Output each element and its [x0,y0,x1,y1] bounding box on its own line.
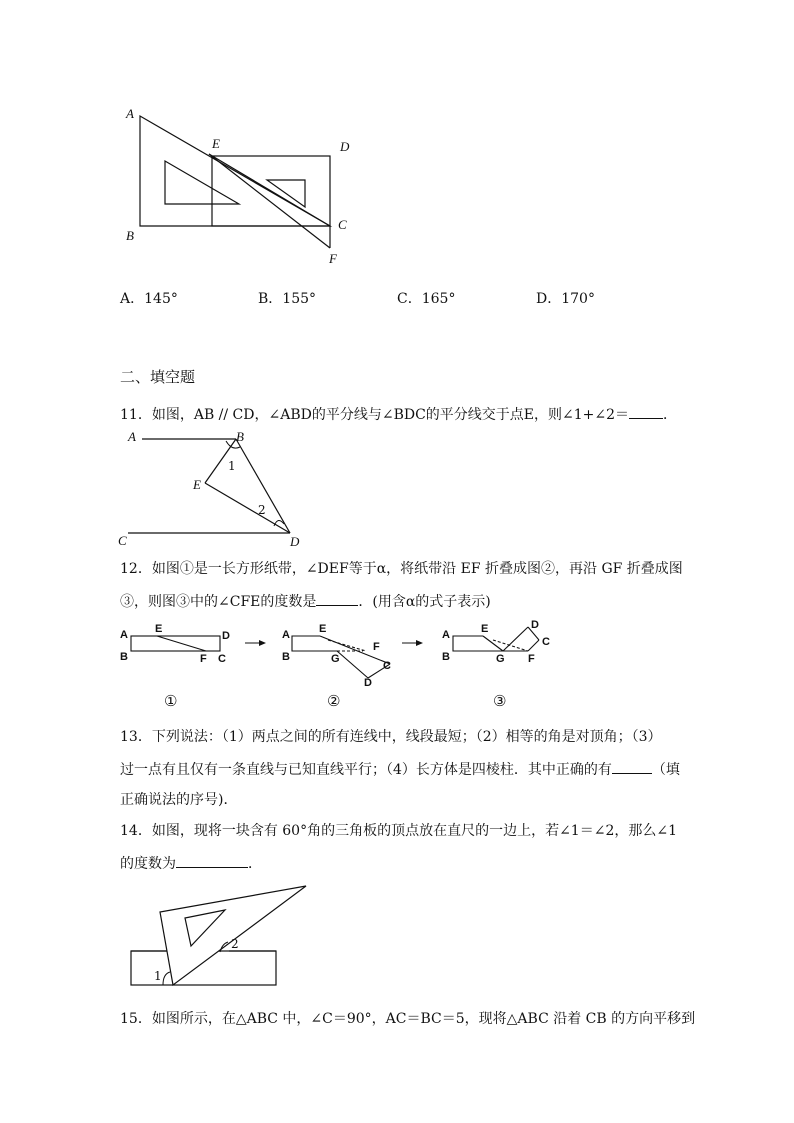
q12-line2-text: ③，则图③中的∠CFE的度数是 [120,594,317,610]
fig12-3-label-D: D [531,619,539,631]
fig12-2-label-D: D [364,677,372,689]
q12-line1: 12．如图①是一长方形纸带，∠DEF等于α，将纸带沿 EF 折叠成图②，再沿 GF 折叠成图 [120,561,683,577]
fig11-angle-2: 2 [258,503,266,517]
fig11-label-B: B [236,429,244,444]
fig12-caption-1: ① [164,692,178,710]
fig12-2-label-C: C [383,660,391,672]
q13-line2-tail: （填 [651,762,680,778]
fig12-1-label-D: D [222,630,230,642]
fig10-label-D: D [340,139,350,154]
fig12-3-label-G: G [496,653,505,665]
q10-option-c-text: 165° [421,291,456,307]
fig14-angle-1: 1 [154,969,162,983]
q12-line2-tail: ．(用含α的式子表示) [358,594,491,610]
q10-option-d-text: 170° [561,291,595,307]
q14-line2-text: 的度数为 [120,856,176,872]
fig10-label-E: E [212,136,220,151]
fig12-caption-3: ③ [493,692,507,710]
q13-line2-text: 过一点有且仅有一条直线与已知直线平行；（4）长方体是四棱柱．其中正确的有 [120,762,612,778]
fig12-2-label-F: F [373,641,380,653]
fig11-angle-1: 1 [228,459,236,473]
q11-number: 11． [120,407,152,423]
fig12-3-label-B: B [442,651,450,663]
fig10-label-A: A [126,106,134,121]
fig12-2-label-A: A [282,629,290,641]
fig12-3-label-C: C [542,636,550,648]
q14-line2-tail: ． [248,856,262,872]
fig12-3-label-F: F [528,653,535,665]
fig12-2-label-B: B [282,651,290,663]
fig12-1-label-A: A [120,629,128,641]
fig14-angle-2: 2 [231,937,239,951]
q15-line1: 15．如图所示，在△ABC 中，∠C＝90°，AC＝BC＝5，现将△ABC 沿着 CB 的方向平移到 [120,1011,696,1027]
fig10-label-F: F [329,251,337,266]
q10-option-a-letter: A． [120,291,145,307]
fig11-label-C: C [118,533,127,548]
q10-option-d-letter: D． [536,291,562,307]
fig12-caption-2: ② [327,692,341,710]
q14-line1: 14．如图，现将一块含有 60°角的三角板的顶点放在直尺的一边上，若∠1＝∠2，那么∠1 [120,823,677,839]
fig12-3-label-E: E [481,623,489,635]
q11-text: 如图，AB // CD，∠ABD的平分线与∠BDC的平分线交于点E，则∠1+∠2＝ [151,407,630,423]
q13-line3: 正确说法的序号)． [120,792,238,808]
fig12-2-label-E: E [319,623,327,635]
fig11-label-D: D [290,534,300,549]
q10-option-a-text: 145° [144,291,178,307]
fig11-label-E: E [193,477,201,492]
q13-line1: 13．下列说法：（1）两点之间的所有连线中，线段最短；（2）相等的角是对顶角；（3） [120,729,662,745]
fig12-1-label-C: C [218,653,226,665]
fig12-3-label-A: A [442,629,450,641]
fig12-2-label-G: G [331,653,340,665]
fig10-label-B: B [126,228,134,243]
q10-option-b-letter: B． [258,291,283,307]
q10-option-c-letter: C． [397,291,422,307]
fig10-label-C: C [338,217,347,232]
q10-option-b-text: 155° [282,291,317,307]
fig12-1-label-F: F [200,653,207,665]
fig12-1-label-E: E [155,623,163,635]
section-title: 二、填空题 [120,368,196,386]
fig11-label-A: A [128,429,136,444]
q11-tail: ． [663,407,678,423]
fig12-1-label-B: B [120,651,128,663]
